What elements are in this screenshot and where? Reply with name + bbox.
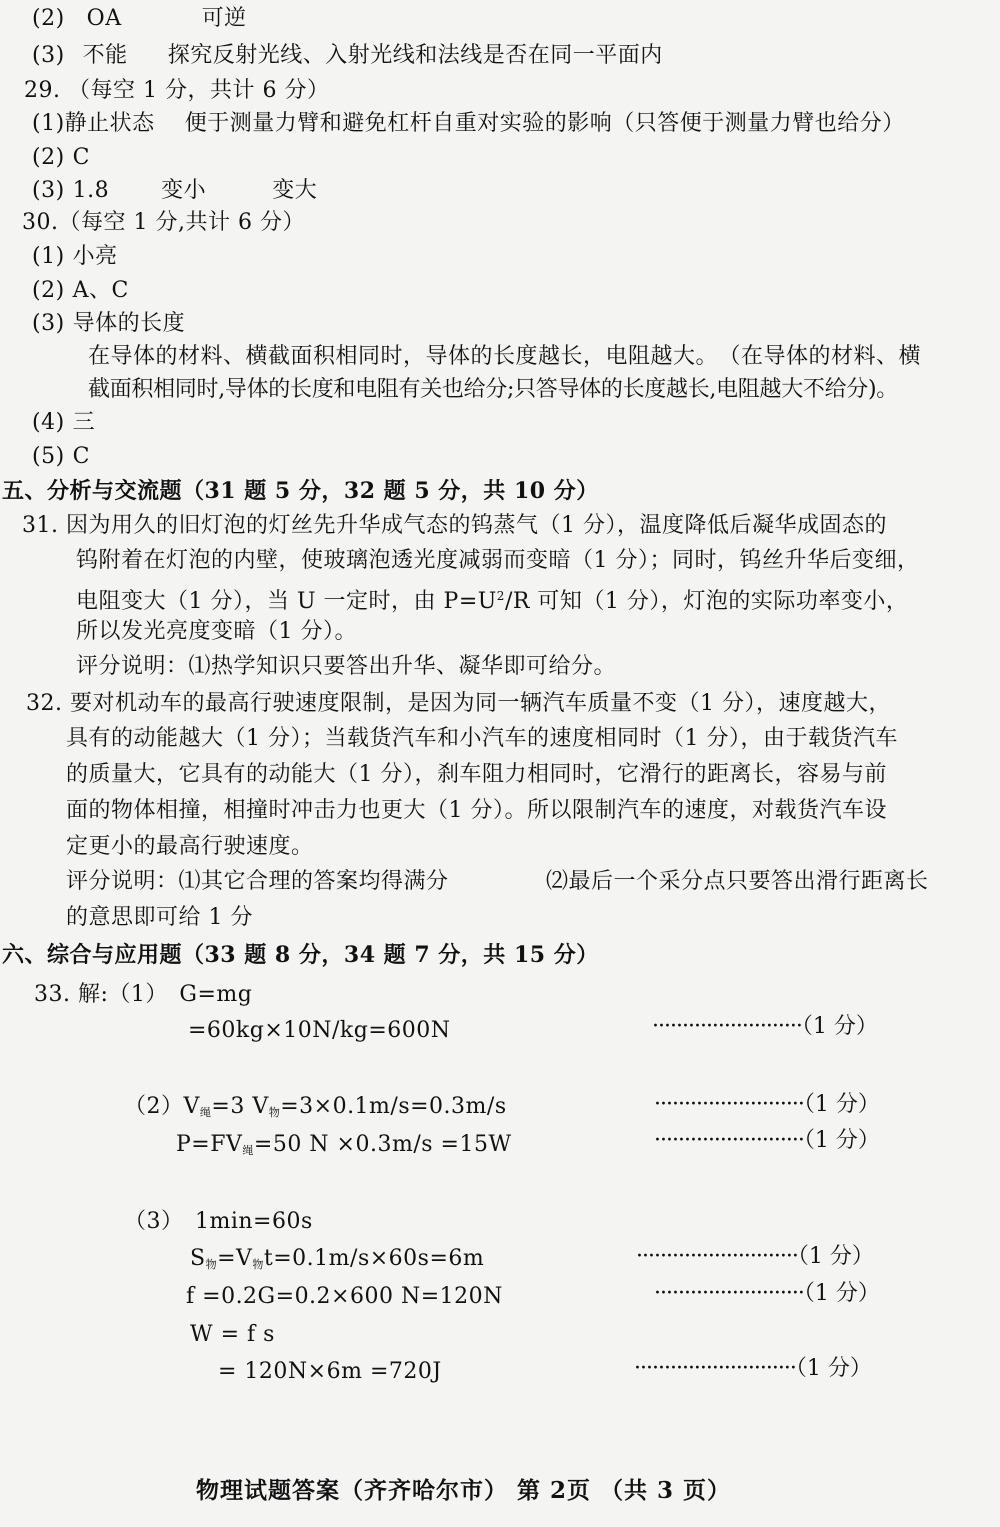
q31-line4: 所以发光亮度变暗（1 分）。 xyxy=(76,619,357,644)
q31-note: 评分说明：⑴热学知识只要答出升华、凝华即可给分。 xyxy=(76,654,617,679)
q30-part1: (1) 小亮 xyxy=(32,244,118,269)
q33-step1-head: 33. 解:（1） G=mg xyxy=(34,982,253,1007)
q32-line5: 定更小的最高行驶速度。 xyxy=(66,834,314,859)
q32-line3: 的质量大，它具有的动能大（1 分），刹车阻力相同时，它滑行的距离长，容易与前 xyxy=(66,762,887,787)
q32-note-part2: ⑵最后一个采分点只要答出滑行距离长 xyxy=(546,869,929,894)
q32-line4: 面的物体相撞，相撞时冲击力也更大（1 分）。所以限制汽车的速度，对载货汽车设 xyxy=(66,798,887,823)
q30-part2: (2) A、C xyxy=(32,278,129,303)
q32-note-part1: 评分说明：⑴其它合理的答案均得满分 xyxy=(66,869,449,894)
score-leader-1: ·························（1 分） xyxy=(652,1014,878,1039)
score-leader-3: ·························（1 分） xyxy=(654,1128,880,1153)
page-footer: 物理试题答案（齐齐哈尔市） 第 2页 （共 3 页） xyxy=(196,1477,732,1504)
q30-part5: (5) C xyxy=(32,444,91,469)
q32-note-line2: 的意思即可给 1 分 xyxy=(66,905,253,930)
q31-line2: 钨附着在灯泡的内壁，使玻璃泡透光度减弱而变暗（1 分）；同时，钨丝升华后变细， xyxy=(76,548,920,573)
q33-step3-line2: $S_物=V_物t=0.1m/s\times 60s=6m$ xyxy=(190,1246,485,1271)
score-leader-6: ···························（1 分） xyxy=(634,1356,872,1381)
q30-part3-line2: 截面积相同时,导体的长度和电阻有关也给分;只答导体的长度越长,电阻越大不给分)。 xyxy=(88,377,898,402)
q33-step3-line4: W = f s xyxy=(190,1322,275,1347)
q30-part4: (4) 三 xyxy=(32,410,96,435)
q31-line1: 31. 因为用久的旧灯泡的灯丝先升华成气态的钨蒸气（1 分），温度降低后凝华成固态的 xyxy=(22,513,887,538)
score-leader-4: ···························（1 分） xyxy=(636,1244,874,1269)
q32-line2: 具有的动能越大（1 分）；当载货汽车和小汽车的速度相同时（1 分），由于载货汽车 xyxy=(66,726,898,751)
q33-step3-head: （3） 1min=60s xyxy=(124,1209,313,1234)
q30-part3: (3) 导体的长度 xyxy=(32,311,186,336)
q33-step2-line2: $P=FV_绳=50$ N ×0.3m/s =15W xyxy=(176,1132,512,1157)
q28-part3: (3) 不能 探究反射光线、入射光线和法线是否在同一平面内 xyxy=(32,43,663,68)
q32-line1: 32. 要对机动车的最高行驶速度限制，是因为同一辆汽车质量不变（1 分），速度越大， xyxy=(26,691,891,716)
q31-line3: 电阻变大（1 分），当 U 一定时，由 $P=U^2/R$ 可知（1 分），灯泡的实际功率变小， xyxy=(76,589,909,614)
section-6-title: 六、综合与应用题（33 题 8 分，34 题 7 分，共 15 分） xyxy=(2,942,599,968)
q30-header: 30.（每空 1 分,共计 6 分） xyxy=(22,210,305,235)
q33-step3-line5: = 120N×6m =720J xyxy=(218,1359,442,1384)
q29-header: 29. （每空 1 分，共计 6 分） xyxy=(24,78,330,103)
score-leader-5: ·························（1 分） xyxy=(654,1281,880,1306)
section-5-title: 五、分析与交流题（31 题 5 分，32 题 5 分，共 10 分） xyxy=(2,478,599,504)
q33-step1-line2: =60kg×10N/kg=600N xyxy=(188,1018,451,1043)
q33-step2-line1: $(2)V_绳=3$ $V_物=3\times 0.1m/s=0.3m/s$ xyxy=(124,1094,507,1119)
score-leader-2: ·························（1 分） xyxy=(654,1092,880,1117)
q29-part2: (2) C xyxy=(32,145,91,170)
q33-step3-line3: f =0.2G=0.2×600 N=120N xyxy=(186,1284,503,1309)
q29-part3: (3) 1.8 变小 变大 xyxy=(32,178,318,203)
q29-part1: (1)静止状态 便于测量力臂和避免杠杆自重对实验的影响（只答便于测量力臂也给分） xyxy=(32,111,905,136)
q30-part3-line1: 在导体的材料、横截面积相同时，导体的长度越长，电阻越大。 （在导体的材料、横 xyxy=(88,344,922,369)
q28-part2: (2) OA 可逆 xyxy=(32,6,247,31)
